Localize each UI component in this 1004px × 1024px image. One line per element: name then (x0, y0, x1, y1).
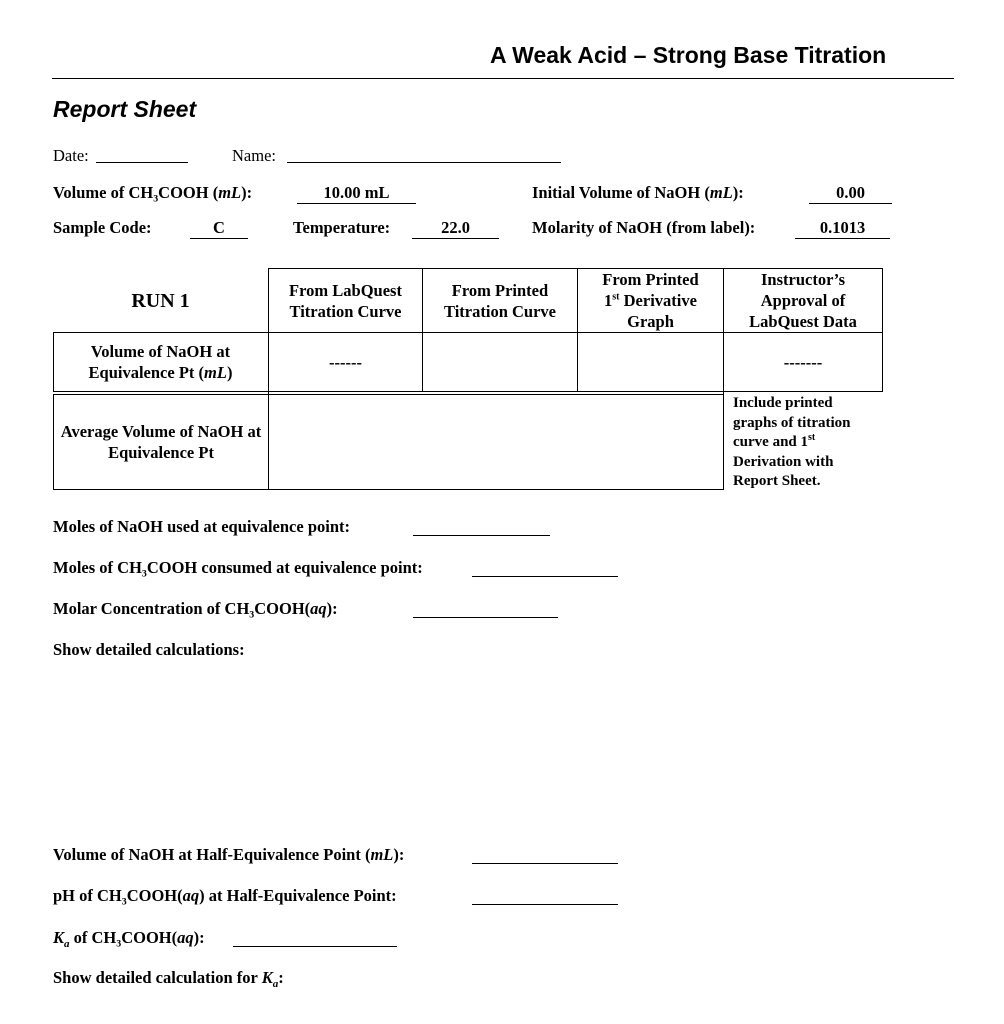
temperature-value[interactable]: 22.0 (412, 218, 499, 239)
derivative-volume-cell[interactable] (578, 332, 723, 392)
molarity-value[interactable]: 0.1013 (795, 218, 890, 239)
moles-naoh-field[interactable] (413, 535, 550, 536)
table-bottom-border (53, 489, 724, 490)
instructor-approval-cell[interactable]: ------- (783, 352, 823, 372)
sample-code-label: Sample Code: (53, 218, 152, 237)
moles-acid-field[interactable] (472, 576, 618, 577)
average-volume-cell[interactable] (269, 395, 723, 489)
initial-naoh-label: Initial Volume of NaOH (mL): (532, 183, 744, 202)
page-title: A Weak Acid – Strong Base Titration (490, 42, 887, 68)
half-equivalence-field[interactable] (472, 863, 618, 864)
calculations-area[interactable] (53, 665, 953, 835)
ka-label: $K_a$ of CH₃COOH(aq): (53, 928, 205, 951)
ph-half-equivalence-field[interactable] (472, 904, 618, 905)
run-label: RUN 1 (131, 289, 190, 312)
report-sheet-heading: Report Sheet (53, 96, 197, 122)
col-printed-header: From Printed Titration Curve (444, 281, 556, 321)
moles-naoh-label: Moles of NaOH used at equivalence point: (53, 517, 350, 536)
name-field[interactable] (287, 162, 561, 163)
ph-half-equivalence-label: pH of CH₃COOH(aq) at Half-Equivalence Point: (53, 886, 397, 905)
date-label: Date: (53, 146, 89, 165)
date-field[interactable] (96, 162, 188, 163)
molarity-label: Molarity of NaOH (from label): (532, 218, 756, 237)
show-calculations-label: Show detailed calculations: (53, 640, 245, 659)
ka-field[interactable] (233, 946, 397, 947)
temperature-label: Temperature: (293, 218, 391, 237)
moles-acid-label: Moles of CH₃COOH consumed at equivalence point: (53, 558, 423, 577)
show-ka-calculation-label: Show detailed calculation for $K_a$: (53, 968, 284, 991)
volume-acid-value[interactable]: 10.00 mL (297, 183, 416, 204)
col-instructor-header: Instructor’s Approval of LabQuest Data (749, 269, 857, 331)
half-equivalence-label: Volume of NaOH at Half-Equivalence Point (mL): (53, 845, 405, 864)
labquest-volume-cell[interactable]: ------ (329, 352, 362, 372)
initial-naoh-value[interactable]: 0.00 (809, 183, 892, 204)
col-labquest-header: From LabQuest Titration Curve (289, 281, 402, 321)
volume-acid-label: Volume of CH₃COOH (mL): (53, 183, 253, 202)
printed-volume-cell[interactable] (423, 332, 577, 392)
printed-graphs-note: Include printed graphs of titration curve and 1st Derivation with Report Sheet. (733, 395, 851, 489)
name-label: Name: (232, 146, 276, 165)
average-volume-label: Average Volume of NaOH at Equivalence Pt (60, 422, 262, 462)
sample-code-value[interactable]: C (190, 218, 248, 239)
header-divider (52, 78, 954, 79)
molar-concentration-field[interactable] (413, 617, 558, 618)
molar-concentration-label: Molar Concentration of CH₃COOH(aq): (53, 599, 338, 618)
col-derivative-header: From Printed 1st Derivative Graph (602, 269, 699, 331)
row-equivalence-volume-label: Volume of NaOH at Equivalence Pt (mL) (88, 342, 233, 382)
